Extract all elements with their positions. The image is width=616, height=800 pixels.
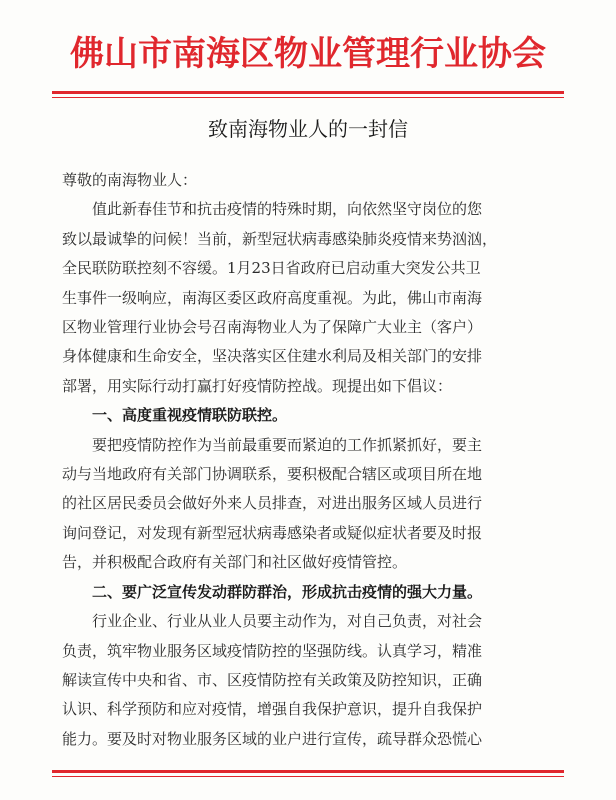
paragraph-line: 致以最诚挚的问候！当前，新型冠状病毒感染肺炎疫情来势汹汹， bbox=[62, 229, 498, 248]
paragraph-line: 行业企业、行业从业人员要主动作为，对自己负责，对社会 bbox=[92, 612, 483, 631]
paragraph-line: 区物业管理行业协会号召南海物业人为了保障广大业主（客户） bbox=[62, 318, 483, 337]
letter-title: 致南海物业人的一封信 bbox=[208, 117, 408, 141]
paragraph-line: 要把疫情防控作为当前最重要而紧迫的工作抓紧抓好，要主 bbox=[92, 435, 483, 454]
paragraph-line: 部署，用实际行动打赢打好疫情防控战。现提出如下倡议： bbox=[62, 376, 453, 395]
paragraph-line: 动与当地政府有关部门协调联系，要积极配合辖区或项目所在地 bbox=[62, 465, 483, 484]
footer-divider bbox=[52, 770, 564, 777]
paragraph-line: 询问登记，对发现有新型冠状病毒感染者或疑似症状者要及时报 bbox=[62, 523, 483, 542]
paragraph-line: 值此新春佳节和抗击疫情的特殊时期，向依然坚守岗位的您 bbox=[92, 200, 483, 219]
paragraph-line: 身体健康和生命安全，坚决落实区住建水利局及相关部门的安排 bbox=[62, 347, 483, 366]
paragraph-line: 的社区居民委员会做好外来人员排查，对进出服务区域人员进行 bbox=[62, 494, 483, 513]
paragraph-line: 能力。要及时对物业服务区域的业户进行宣传，疏导群众恐慌心 bbox=[62, 729, 483, 748]
paragraph-line: 生事件一级响应，南海区委区政府高度重视。为此，佛山市南海 bbox=[62, 288, 483, 307]
paragraph-line: 认识、科学预防和应对疫情，增强自我保护意识，提升自我保护 bbox=[62, 700, 483, 719]
paragraph-line: 告，并积极配合政府有关部门和社区做好疫情管控。 bbox=[62, 553, 408, 572]
organization-header: 佛山市南海区物业管理行业协会 bbox=[70, 34, 546, 74]
header-divider bbox=[52, 91, 564, 98]
letter-body bbox=[62, 166, 556, 754]
section-heading-2: 二、要广泛宣传发动群防群治，形成抗击疫情的强大力量。 bbox=[92, 582, 483, 601]
section-heading-1: 一、高度重视疫情联防联控。 bbox=[92, 406, 288, 425]
salutation: 尊敬的南海物业人： bbox=[62, 171, 198, 189]
paragraph-line: 负责，筑牢物业服务区域疫情防控的坚强防线。认真学习，精准 bbox=[62, 641, 483, 660]
paragraph-line: 解读宣传中央和省、市、区疫情防控有关政策及防控知识，正确 bbox=[62, 670, 483, 689]
paragraph-line: 全民联防联控刻不容缓。1月23日省政府已启动重大突发公共卫 bbox=[62, 259, 481, 278]
